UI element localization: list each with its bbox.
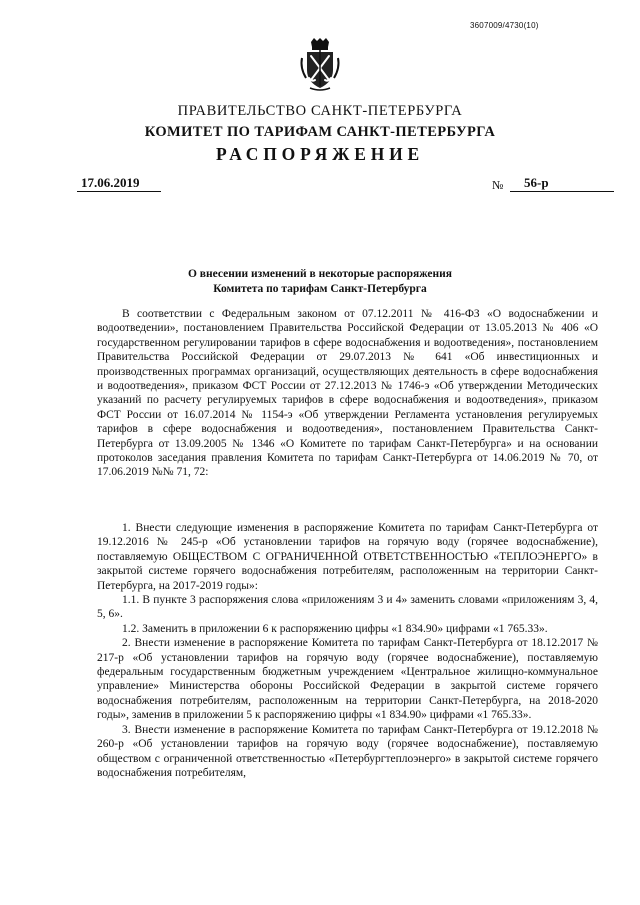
document-number: 56-р (510, 175, 614, 192)
document-subject (0, 267, 640, 296)
point-1: 1. Внести следующие изменения в распоряжение Комитета по тарифам Санкт-Петербурга от 19.12.2016 № 245-р «Об установлении тарифов на горячую воду (горячее водоснабжение), поставляемую ОБЩЕСТВОМ С ОГРАНИЧЕННОЙ ОТВЕТСТВЕННОСТЬЮ «ТЕПЛОЭНЕРГО» в закрытой системе горячего водоснабжения потребителям, расположенным на территории Санкт-Петербурга, на 2017-2019 годы»: (97, 522, 598, 592)
preamble (97, 307, 598, 480)
subject-line-1: О внесении изменений в некоторые распоряжения (187, 268, 452, 280)
subject-line-2: Комитета по тарифам Санкт-Петербурга (213, 282, 427, 295)
document-type: РАСПОРЯЖЕНИЕ (215, 144, 424, 164)
preamble-paragraph: В соответствии с Федеральным законом от 07.12.2011 № 416-ФЗ «О водоснабжении и водоотведении», постановлением Правительства Российской Федерации от 13.05.2013 № 406 «О государственном регулировании тарифов в сфере водоснабжения и водоотведения», постановлением Правительства Российской Федерации от 29.07.2013 № 641 «Об инвестиционных и производственных программах организаций, осуществляющих деятельность в сфере водоснабжения и водоотведения», приказом ФСТ России от 27.12.2013 № 1746-э «Об утверждении Методических указаний по расчету регулируемых тарифов в сфере водоснабжения и водоотведения», приказом ФСТ России от 16.07.2014 № 1154-э «Об утверждении Регламента установления регулируемых тарифов в сфере водоснабжения и водоотведения», постановлением Правительства Санкт-Петербурга от 13.09.2005 № 1346 «О Комитете по тарифам Санкт-Петербурга» и на основании протоколов заседания правления Комитета по тарифам Санкт-Петербурга от 14.06.2019 № 70, от 17.06.2019 №№ 71, 72: (97, 308, 598, 479)
point-1-2: 1.2. Заменить в приложении 6 к распоряжению цифры «1 834.90» цифрами «1 765.33». (122, 622, 548, 635)
government-title: ПРАВИТЕЛЬСТВО САНКТ-ПЕТЕРБУРГА (177, 103, 463, 119)
committee-title: КОМИТЕТ ПО ТАРИФАМ САНКТ-ПЕТЕРБУРГА (144, 124, 496, 140)
number-sign: № (492, 178, 504, 192)
document-code: 3607009/4730(10) (470, 21, 539, 30)
point-3: 3. Внести изменение в распоряжение Комитета по тарифам Санкт-Петербурга от 19.12.2018 № 260-р «Об установлении тарифов на горячую воду (горячее водоснабжение), поставляемую обществом с ограниченной ответственностью «Петербургтеплоэнерго» в закрытой системе горячего водоснабжения потребителям, (97, 723, 598, 779)
resolution-points (97, 521, 598, 780)
point-2: 2. Внести изменение в распоряжение Комитета по тарифам Санкт-Петербурга от 18.12.2017 № 217-р «Об установлении тарифов на горячую воду (горячее водоснабжение), поставляемую федеральным государственным бюджетным учреждением «Центральное жилищно-коммунальное управление» Министерства обороны Российской Федерации в закрытой системе горячего водоснабжения потребителям, расположенным на территории Санкт-Петербурга, на 2018-2020 годы», заменив в приложении 5 к распоряжению цифры «1 834.90» цифрами «1 765.33». (97, 637, 598, 722)
document-date: 17.06.2019 (77, 175, 161, 192)
coat-of-arms-icon (296, 38, 344, 92)
point-1-1: 1.1. В пункте 3 распоряжения слова «приложениям 3 и 4» заменить словами «приложениям 3, 4, 5, 6». (97, 594, 598, 621)
